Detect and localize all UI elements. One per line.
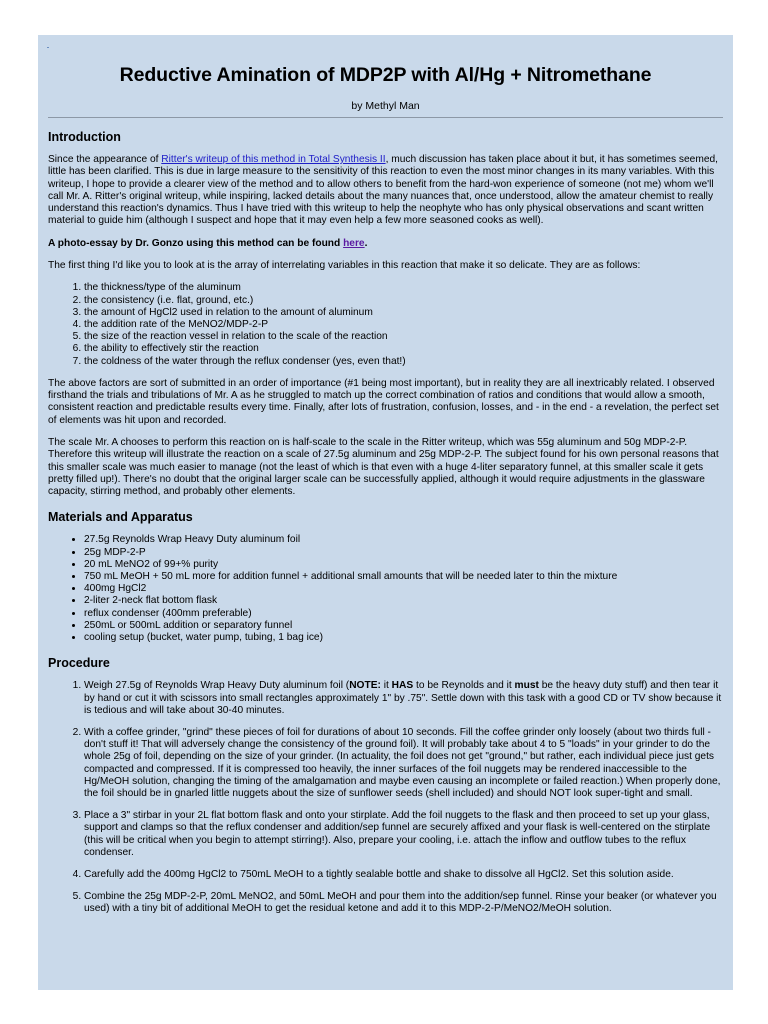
document-body [38, 64, 733, 916]
procedure-step: 1. Weigh 27.5g of Reynolds Wrap Heavy Duty aluminum foil (NOTE: it HAS to be Reynolds and it must be the heavy duty stuff) and then tear it by hand or cut it with scissors into small rectangles approximately 1" by .75". Settle down with this task with a good CD or TV show because it is tedious and will take about 30-40 minutes. [84, 680, 723, 717]
list-item: • 250mL or 500mL addition or separatory funnel [84, 620, 723, 632]
photo-essay-paragraph: A photo-essay by Dr. Gonzo using this method can be found here. [48, 237, 368, 249]
materials-heading: Materials and Apparatus [48, 510, 193, 525]
list-item: • 20 mL MeNO2 of 99+% purity [84, 559, 723, 571]
intro-heading: Introduction [48, 130, 121, 144]
list-item: 5. the size of the reaction vessel in relation to the scale of the reaction [84, 331, 723, 343]
procedure-list [48, 680, 723, 915]
list-item: • 400mg HgCl2 [84, 583, 723, 595]
procedure-step: 3. Place a 3" stirbar in your 2L flat bottom flask and onto your stirplate. Add the foil nuggets to the flask and then proceed to set up your glass, support and clamps so that the reflux condenser and addition/sep funnel are securely affixed and your flask is well-centered on the stirplate (this will be critical when you begin to attempt stirring!). Also, prepare your cooling, i.e. attach the inflow and outflow tubes to the reflux condenser. [84, 810, 723, 859]
list-item: • reflux condenser (400mm preferable) [84, 608, 723, 620]
byline: by Methyl Man [351, 100, 420, 112]
factors-paragraph: The above factors are sort of submitted in an order of importance (#1 being most important), but in reality they are all inextricably related. I observed firsthand the trials and tribulations of Mr. A as he struggled to match up the correct combination of ratios and conditions that would allow a smooth, consistent reaction and predictable results every time. Finally, after lots of frustration, confusion, losses, and - in the end - a revelation, the perfect set of elements was hit upon and recorded. [48, 377, 719, 426]
list-item: 4. the addition rate of the MeNO2/MDP-2-P [84, 319, 723, 331]
scale-paragraph: The scale Mr. A chooses to perform this reaction on is half-scale to the scale in the Ritter writeup, which was 55g aluminum and 50g MDP-2-P. Therefore this writeup will illustrate the reaction on a scale of 27.5g aluminum and 25g MDP-2-P. The subject found for his own personal reasons that this smaller scale was much easier to manage (not the least of which is that even with a huge 4-liter separatory funnel, at this smaller scale it gets pretty filled up!). There's no doubt that the original larger scale can be successfully applied, although it would require adjustments in the glassware capacity, stirring method, and probably other elements. [48, 436, 719, 498]
list-item: • 2-liter 2-neck flat bottom flask [84, 595, 723, 607]
procedure-step: 4. Carefully add the 400mg HgCl2 to 750mL MeOH to a tightly sealable bottle and shake to dissolve all HgCl2. Set this solution aside. [84, 869, 723, 881]
list-item: 6. the ability to effectively stir the reaction [84, 343, 723, 355]
page-corner-mark [47, 47, 49, 48]
procedure-step: 2. With a coffee grinder, "grind" these pieces of foil for durations of about 10 seconds. Fill the coffee grinder only loosely (about two thirds full - don't stuff it! That will adversely change the consistency of the ground foil). It will probably take about 4 to 5 "loads" in your grinder to do the whole 25g of foil, depending on the size of your grinder. (In actuality, the foil does not get "ground," but rather, each individual piece just gets compacted and compressed. If it is compressed too heavily, the inner surfaces of the foil nuggets may be rendered inaccessible to the Hg/MeOH solution, changing the timing of the amalgamation and maybe even causing an incomplete or failed reaction.) When properly done, the foil should be in gnarled little nuggets about the size of sunflower seeds (shell included) and should NOT look super-tight and small. [84, 727, 723, 800]
page-title: Reductive Amination of MDP2P with Al/Hg + Nitromethane [119, 64, 652, 86]
variables-intro: The first thing I'd like you to look at is the array of interrelating variables in this reaction that make it so delicate. They are as follows: [48, 260, 641, 272]
ritter-writeup-link[interactable]: Ritter's writeup of this method in Total Synthesis II [161, 154, 386, 165]
procedure-heading: Procedure [48, 656, 110, 671]
list-item: 3. the amount of HgCl2 used in relation to the amount of aluminum [84, 307, 723, 319]
intro-paragraph: Since the appearance of Ritter's writeup of this method in Total Synthesis II, much discussion has taken place about it but, it has sometimes seemed, little has been clarified. This is due in large measure to the sensitivity of this reaction to even the most minor changes in its many variables. With this writeup, I hope to provide a clearer view of the method and to allow others to benefit from the hard-won experience of someone (not me) whom we'll call Mr. A. Ritter's original writeup, while inspiring, lacked details about the many nuances that, once understood, allow the amateur chemist to really understand this reaction's dynamics. Thus I have tried with this writeup to help the neophyte who has only physical observations and scant written material to guide him (although I suspect and hope that it may even help a few more seasoned cooks as well). [48, 154, 718, 227]
variables-list [48, 282, 723, 367]
title-divider [48, 117, 723, 118]
list-item: • 750 mL MeOH + 50 mL more for addition funnel + additional small amounts that will be needed later to thin the mixture [84, 571, 723, 583]
list-item: 1. the thickness/type of the aluminum [84, 282, 723, 294]
document-page [38, 35, 733, 990]
list-item: • cooling setup (bucket, water pump, tubing, 1 bag ice) [84, 632, 723, 644]
procedure-step: 5. Combine the 25g MDP-2-P, 20mL MeNO2, and 50mL MeOH and pour them into the addition/sep funnel. Rinse your beaker (or whatever you used) with a tiny bit of additional MeOH to get the residual ketone and add it to this MDP-2-P/MeNO2/MeOH solution. [84, 891, 723, 915]
list-item: • 25g MDP-2-P [84, 547, 723, 559]
materials-list [48, 534, 723, 644]
list-item: • 27.5g Reynolds Wrap Heavy Duty aluminum foil [84, 534, 723, 546]
list-item: 7. the coldness of the water through the reflux condenser (yes, even that!) [84, 356, 723, 368]
list-item: 2. the consistency (i.e. flat, ground, etc.) [84, 295, 723, 307]
photo-essay-link[interactable]: here [343, 237, 365, 249]
